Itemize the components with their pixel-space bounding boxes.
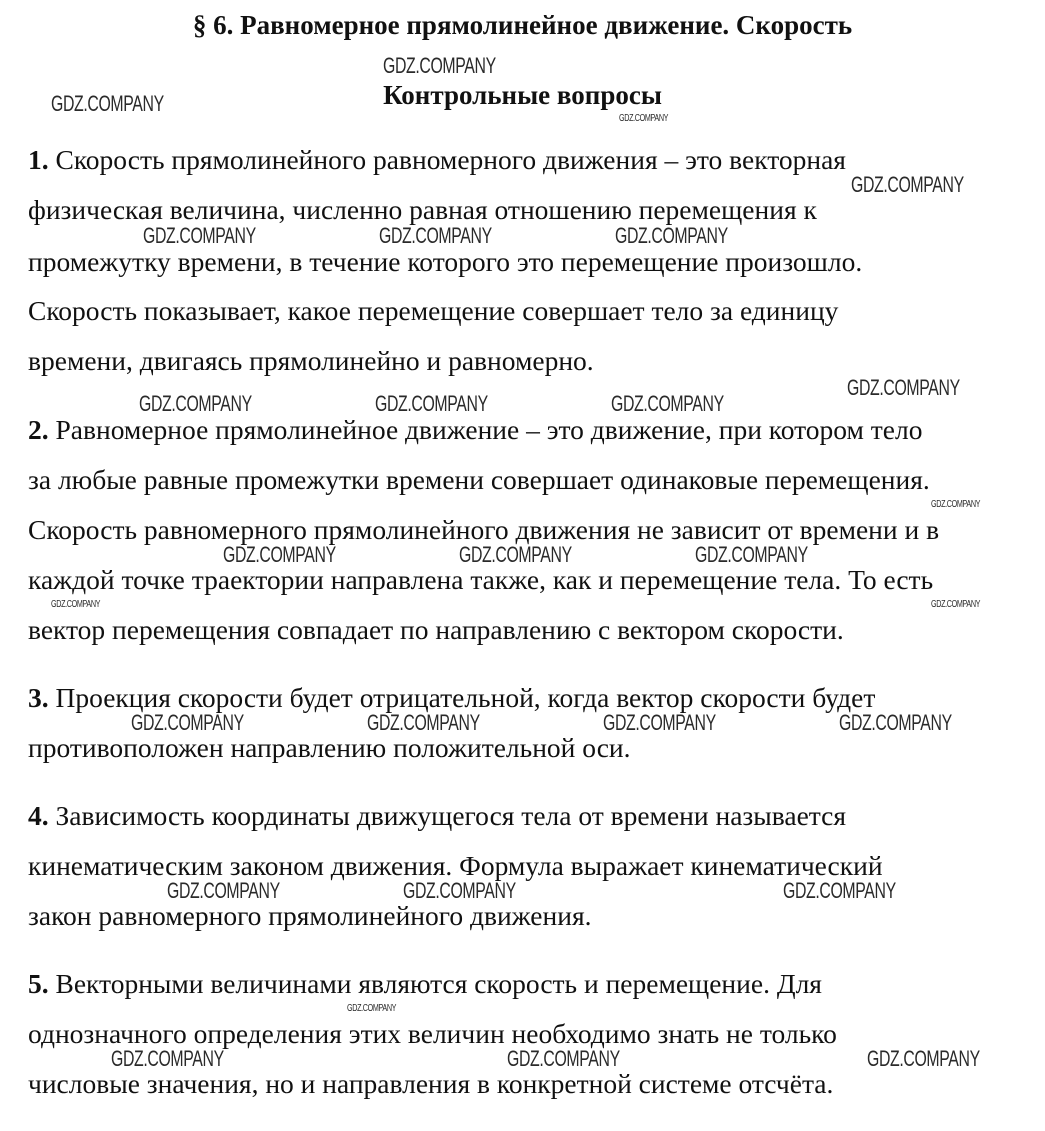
answer-line: вектор перемещения совпадает по направлению с вектором скорости. <box>28 614 844 645</box>
answer-line: Скорость показывает, какое перемещение совершает тело за единицу <box>28 295 839 326</box>
watermark: GDZ.COMPANY <box>619 113 669 124</box>
watermark: GDZ.COMPANY <box>167 878 280 903</box>
watermark: GDZ.COMPANY <box>931 599 981 610</box>
answer-line: каждой точке траектории направлена также, как и перемещение тела. То есть <box>28 564 934 595</box>
watermark: GDZ.COMPANY <box>375 391 488 416</box>
watermark: GDZ.COMPANY <box>611 391 724 416</box>
watermark: GDZ.COMPANY <box>867 1046 980 1071</box>
answer-text: Векторными величинами являются скорость и перемещение. Для <box>55 968 822 999</box>
watermark: GDZ.COMPANY <box>143 223 256 248</box>
answer-text: Равномерное прямолинейное движение – это движение, при котором тело <box>55 414 923 445</box>
answer-line: промежутку времени, в течение которого это перемещение произошло. <box>28 246 863 277</box>
answer-line: противоположен направлению положительной оси. <box>28 732 631 763</box>
section-heading: Контрольные вопросы <box>383 80 662 110</box>
answer-number: 2. <box>28 414 49 445</box>
watermark: GDZ.COMPANY <box>111 1046 224 1071</box>
answer-line: за любые равные промежутки времени совершает одинаковые перемещения. <box>28 464 930 495</box>
watermark: GDZ.COMPANY <box>783 878 896 903</box>
answer-line: Скорость равномерного прямолинейного движения не зависит от времени и в <box>28 514 940 545</box>
watermark: GDZ.COMPANY <box>839 710 952 735</box>
watermark: GDZ.COMPANY <box>379 223 492 248</box>
watermark: GDZ.COMPANY <box>459 542 572 567</box>
watermark: GDZ.COMPANY <box>383 53 496 78</box>
answer-line <box>28 146 846 174</box>
answer-line <box>28 802 846 830</box>
answer-number: 3. <box>28 682 49 713</box>
watermark: GDZ.COMPANY <box>603 710 716 735</box>
answer-line: закон равномерного прямолинейного движения. <box>28 900 592 931</box>
answer-number: 5. <box>28 968 49 999</box>
watermark: GDZ.COMPANY <box>131 710 244 735</box>
answer-line <box>28 416 923 444</box>
answer-line <box>28 684 875 712</box>
watermark: GDZ.COMPANY <box>931 499 981 510</box>
answer-line <box>28 970 822 998</box>
watermark: GDZ.COMPANY <box>615 223 728 248</box>
answer-line: времени, двигаясь прямолинейно и равномерно. <box>28 345 594 376</box>
watermark: GDZ.COMPANY <box>851 172 964 197</box>
answer-number: 1. <box>28 144 49 175</box>
answer-text: Зависимость координаты движущегося тела от времени называется <box>55 800 846 831</box>
watermark: GDZ.COMPANY <box>403 878 516 903</box>
watermark: GDZ.COMPANY <box>347 1003 397 1014</box>
answer-line: однозначного определения этих величин необходимо знать не только <box>28 1018 837 1049</box>
watermark: GDZ.COMPANY <box>51 91 164 116</box>
watermark: GDZ.COMPANY <box>223 542 336 567</box>
answer-line: числовые значения, но и направления в конкретной системе отсчёта. <box>28 1068 834 1099</box>
answer-line: кинематическим законом движения. Формула выражает кинематический <box>28 850 883 881</box>
answer-text: Проекция скорости будет отрицательной, когда вектор скорости будет <box>55 682 876 713</box>
watermark: GDZ.COMPANY <box>139 391 252 416</box>
answer-number: 4. <box>28 800 49 831</box>
watermark: GDZ.COMPANY <box>507 1046 620 1071</box>
watermark: GDZ.COMPANY <box>695 542 808 567</box>
watermark: GDZ.COMPANY <box>847 375 960 400</box>
watermark: GDZ.COMPANY <box>367 710 480 735</box>
answer-line: физическая величина, численно равная отношению перемещения к <box>28 194 817 225</box>
answer-text: Скорость прямолинейного равномерного движения – это векторная <box>55 144 846 175</box>
page-title: § 6. Равномерное прямолинейное движение. Скорость <box>192 10 853 40</box>
watermark: GDZ.COMPANY <box>51 599 101 610</box>
